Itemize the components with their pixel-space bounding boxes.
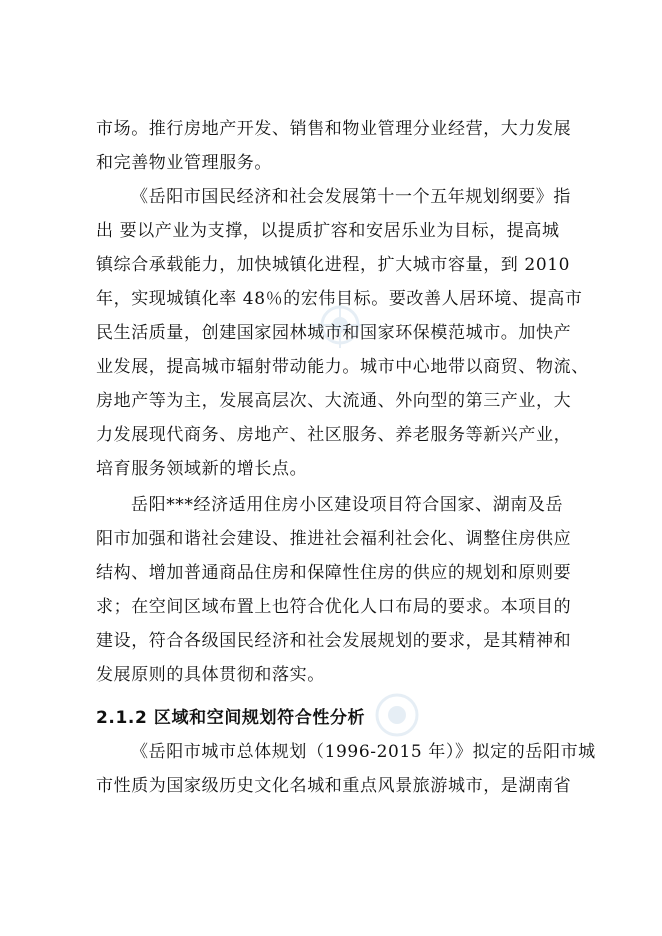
text-line: 求；在空间区域布置上也符合优化人口布局的要求。本项目的 xyxy=(96,597,572,617)
text-line: 发展原则的具体贯彻和落实。 xyxy=(96,665,325,685)
text-line: 市场。推行房地产开发、销售和物业管理分业经营，大力发展 xyxy=(96,119,572,139)
text-line: 培育服务领域新的增长点。 xyxy=(96,459,308,479)
watermark-icon xyxy=(372,690,422,740)
text-line: 业发展，提高城市辐射带动能力。城市中心地带以商贸、物流、 xyxy=(96,357,589,377)
text-line: 房地产等为主，发展高层次、大流通、外向型的第三产业，大 xyxy=(96,391,572,411)
section-heading: 2.1.2 区域和空间规划符合性分析 xyxy=(96,708,366,728)
text-line: 《岳阳市国民经济和社会发展第十一个五年规划纲要》指 xyxy=(131,187,571,207)
text-line: 力发展现代商务、房地产、社区服务、养老服务等新兴产业， xyxy=(96,425,572,445)
text-line: 建设，符合各级国民经济和社会发展规划的要求，是其精神和 xyxy=(96,631,572,651)
text-line: 《岳阳市城市总体规划（1996-2015 年）》拟定的岳阳市城 xyxy=(131,742,596,762)
text-line: 市性质为国家级历史文化名城和重点风景旅游城市，是湖南省 xyxy=(96,776,572,796)
text-line: 阳市加强和谐社会建设、推进社会福利社会化、调整住房供应 xyxy=(96,529,572,549)
text-line: 镇综合承载能力，加快城镇化进程，扩大城市容量，到 2010 xyxy=(96,255,571,275)
text-line: 岳阳***经济适用住房小区建设项目符合国家、湖南及岳 xyxy=(131,495,564,515)
text-line: 民生活质量，创建国家园林城市和国家环保模范城市。加快产 xyxy=(96,323,572,343)
text-line: 出 要以产业为支撑，以提质扩容和安居乐业为目标，提高城 xyxy=(96,221,560,241)
text-line: 年，实现城镇化率 48％的宏伟目标。要改善人居环境、提高市 xyxy=(96,289,583,309)
text-line: 结构、增加普通商品住房和保障性住房的供应的规划和原则要 xyxy=(96,563,572,583)
text-line: 和完善物业管理服务。 xyxy=(96,153,272,173)
